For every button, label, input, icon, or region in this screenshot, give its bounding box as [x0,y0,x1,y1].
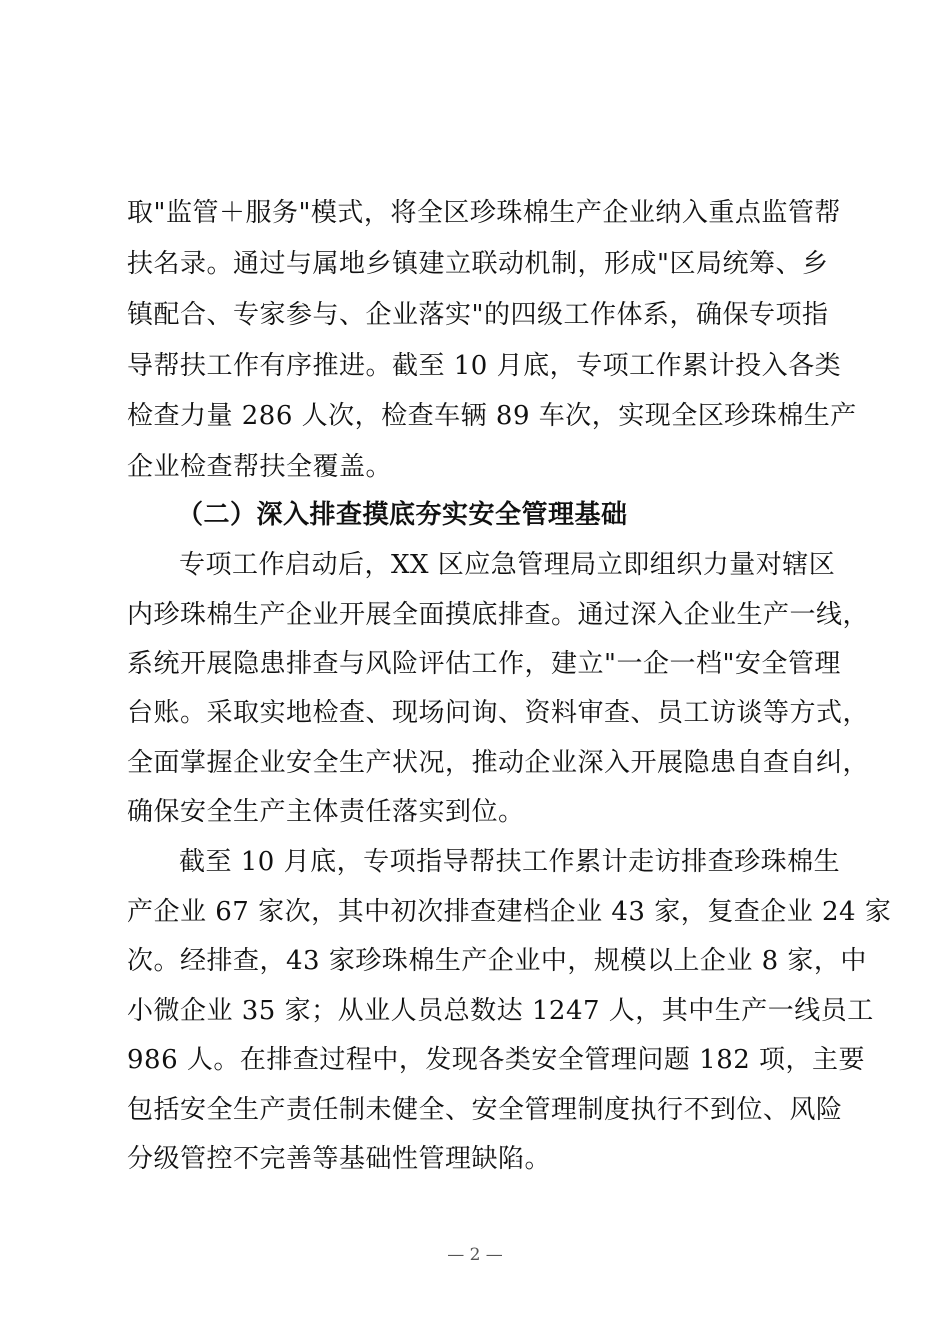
text-line: 检查力量 286 人次，检查车辆 89 车次，实现全区珍珠棉生产 [127,401,857,431]
text-line: 取"监管＋服务"模式，将全区珍珠棉生产企业纳入重点监管帮 [127,198,841,228]
text-line: 确保安全生产主体责任落实到位。 [127,797,525,827]
text-line: 镇配合、专家参与、企业落实"的四级工作体系，确保专项指 [127,300,829,330]
text-line: 986 人。在排查过程中，发现各类安全管理问题 182 项，主要 [127,1045,866,1075]
text-line: 扶名录。通过与属地乡镇建立联动机制，形成"区局统筹、乡 [127,249,829,279]
page-number: — 2 — [447,1245,503,1265]
text-line: 导帮扶工作有序推进。截至 10 月底，专项工作累计投入各类 [127,351,842,381]
text-line: 产企业 67 家次，其中初次排查建档企业 43 家，复查企业 24 家 [127,897,892,927]
text-line: 包括安全生产责任制未健全、安全管理制度执行不到位、风险 [127,1095,843,1125]
text-line: 全面掌握企业安全生产状况，推动企业深入开展隐患自查自纠， [127,748,870,778]
text-line: 内珍珠棉生产企业开展全面摸底排查。通过深入企业生产一线， [127,600,870,630]
text-line: 专项工作启动后，XX 区应急管理局立即组织力量对辖区 [179,550,836,580]
text-line: 次。经排查，43 家珍珠棉生产企业中，规模以上企业 8 家，中 [127,946,867,976]
text-line: 截至 10 月底，专项指导帮扶工作累计走访排查珍珠棉生 [179,847,841,877]
text-line: 分级管控不完善等基础性管理缺陷。 [127,1144,552,1174]
text-line: 系统开展隐患排查与风险评估工作，建立"一企一档"安全管理 [127,649,841,679]
text-line: 台账。采取实地检查、现场问询、资料审查、员工访谈等方式， [127,698,870,728]
text-line: 企业检查帮扶全覆盖。 [127,452,393,482]
text-line: 小微企业 35 家；从业人员总数达 1247 人，其中生产一线员工 [127,996,874,1026]
section-heading: （二）深入排查摸底夯实安全管理基础 [177,500,628,530]
